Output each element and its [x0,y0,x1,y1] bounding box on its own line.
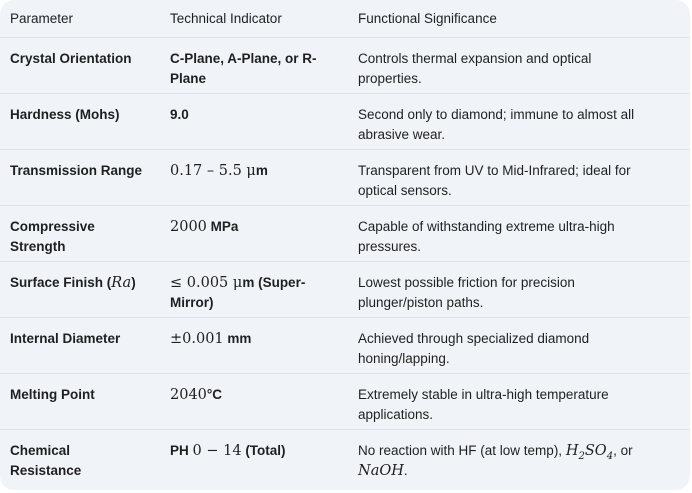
indicator-cell [170,217,340,237]
table-header-row [0,0,690,38]
significance-cell: Transparent from UV to Mid-Infrared; ideal for optical sensors. [358,163,631,198]
table-row [0,373,690,430]
parameter-cell [10,273,160,293]
formula-sub-2: 2 [578,450,585,462]
header-technical-indicator: Technical Indicator [170,11,282,26]
formula-sub-4: 4 [606,450,614,462]
indicator-math: ≤ 0.005 μ [170,275,243,291]
indicator-cell [170,385,340,405]
significance-cell: Capable of withstanding extreme ultra-high pressures. [358,219,615,254]
indicator-math: 0.17 – 5.5 μ [170,163,256,179]
table-row [0,37,690,94]
parameter-prefix: Surface Finish ( [10,275,112,290]
significance-end: . [403,463,408,478]
indicator-math: 2040 [170,387,207,403]
indicator-unit: MPa [206,219,239,234]
significance-mid: , or [613,443,633,458]
parameter-cell: Melting Point [10,387,95,402]
parameter-cell: Internal Diameter [10,331,121,346]
header-parameter: Parameter [10,11,74,26]
parameter-cell: Chemical Resistance [10,443,82,478]
table-row [0,429,690,490]
indicator-cell [170,273,330,313]
indicator-math: 0 − 14 [192,443,242,459]
significance-cell: Extremely stable in ultra-high temperature applications. [358,387,609,422]
parameter-math: Ra [111,275,132,291]
parameter-cell: Hardness (Mohs) [10,107,120,122]
indicator-cell [170,161,340,181]
significance-prefix: No reaction with HF (at low temp), [358,443,566,458]
indicator-unit: m (Super-Mirror) [170,275,306,310]
formula-so: SO [584,443,607,459]
table-row [0,205,690,262]
formula-h: H [565,443,579,459]
indicator-unit: m [255,163,268,178]
significance-cell [358,441,658,481]
indicator-cell: 9.0 [170,107,189,122]
significance-cell: Achieved through specialized diamond honing/lapping. [358,331,590,366]
table-row [0,317,690,374]
indicator-cell: C-Plane, A-Plane, or R-Plane [170,51,317,86]
significance-cell: Second only to diamond; immune to almost all abrasive wear. [358,107,635,142]
indicator-suffix: (Total) [241,443,286,458]
indicator-cell [170,441,340,461]
indicator-math: ±0.001 [170,331,224,347]
h2so4-formula [565,443,614,462]
parameter-suffix: ) [131,275,136,290]
significance-cell: Controls thermal expansion and optical properties. [358,51,592,86]
table-row [0,149,690,206]
table-row [0,93,690,150]
header-functional-significance: Functional Significance [358,11,497,26]
indicator-unit: °C [206,387,223,402]
naoh-formula: NaOH [358,463,404,479]
indicator-prefix: PH [170,443,193,458]
parameter-cell: Compressive Strength [10,219,95,254]
indicator-math: 2000 [170,219,207,235]
indicator-unit: mm [223,331,252,346]
table-row [0,261,690,318]
indicator-cell [170,329,340,349]
parameter-cell: Crystal Orientation [10,51,132,66]
parameter-cell: Transmission Range [10,163,143,178]
significance-cell: Lowest possible friction for precision plunger/piston paths. [358,275,575,310]
